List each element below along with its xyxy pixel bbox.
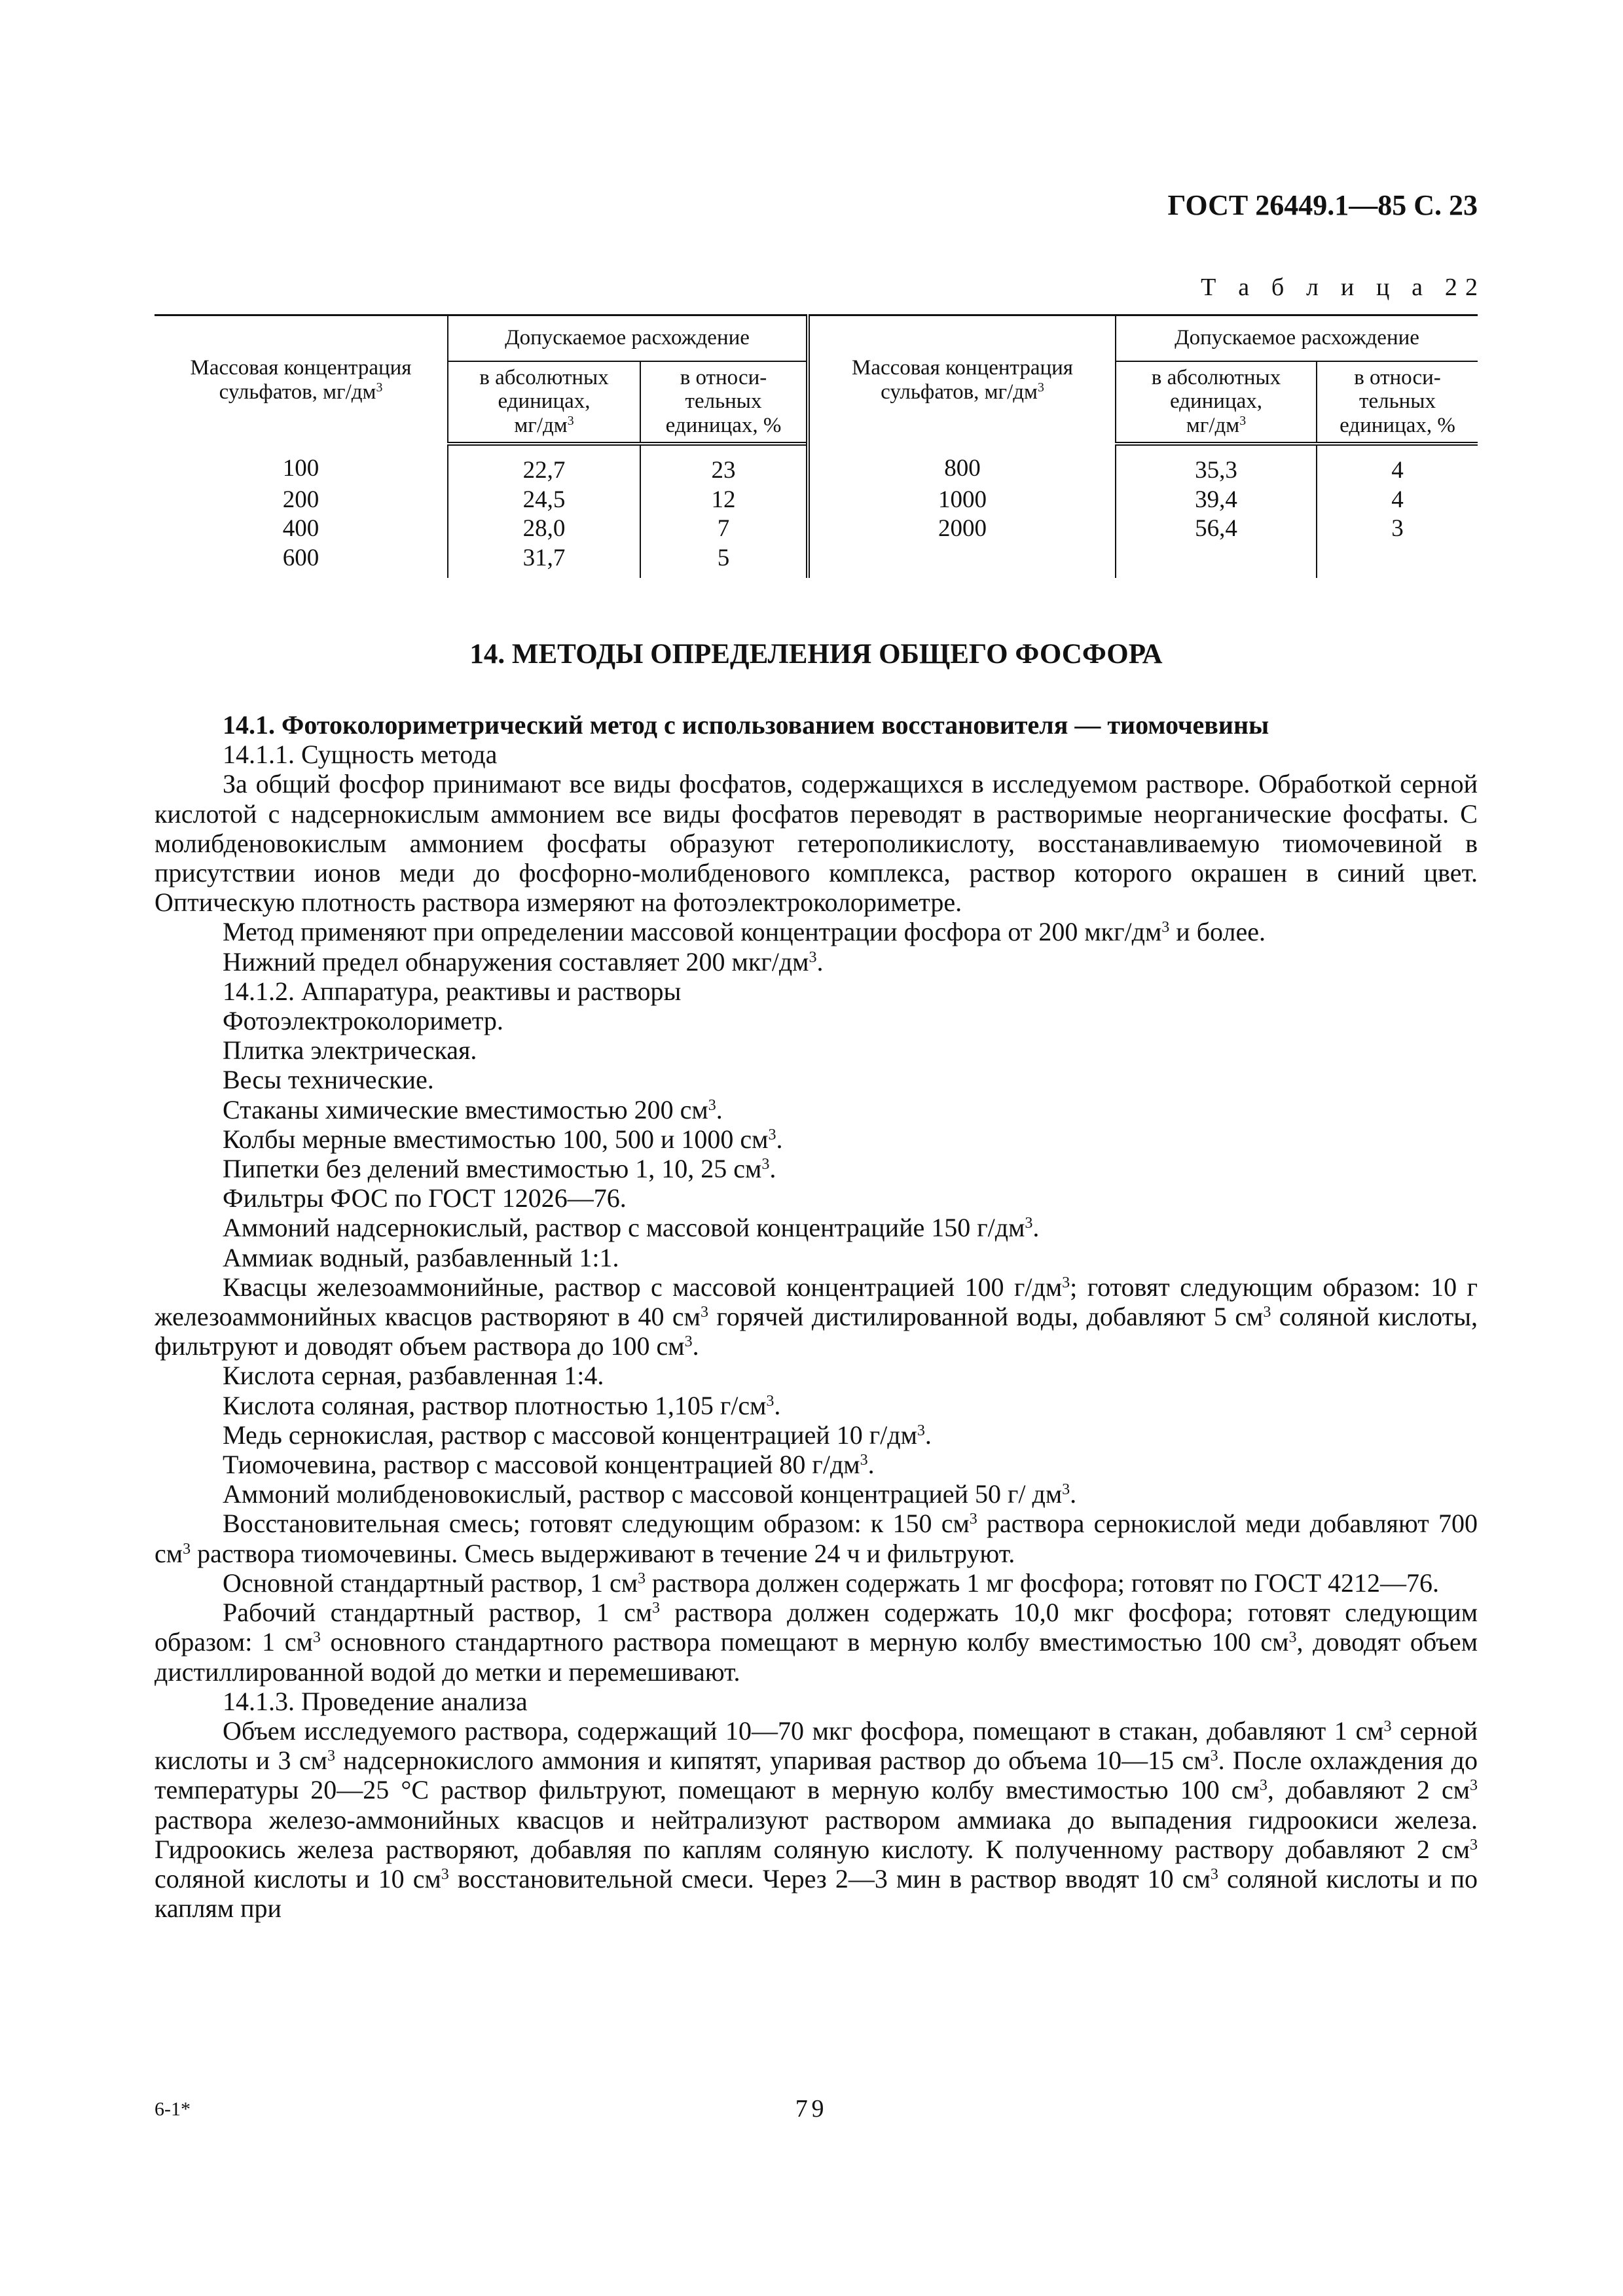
paragraph: За общий фосфор принимают все виды фосфатов, содержащихся в исследуемом растворе. Обработкой серной кислотой с надсернокислым аммонием все виды фосфатов переводят в растворимые неорганические фосфаты. С молибденовокислым аммонием фосфаты образуют гетерополикислоту, восстанавливаемую тиомочевиной в присутствии ионов меди до фосфорно-молибденового комплекса, раствор которого окрашен в синий цвет. Оптическую плотность раствора измеряют на фотоэлектроколориметре.: [155, 769, 1478, 918]
header-relative-right: в относи- тельных единицах, %: [1317, 361, 1478, 444]
body-text: [155, 710, 1478, 1923]
paragraph: Медь сернокислая, раствор с массовой концентрацией 10 $г/дм^3$.: [223, 1420, 932, 1450]
paragraph: Тиомочевина, раствор с массовой концентрацией 80 $г/дм^3$.: [223, 1450, 875, 1480]
paragraph: Метод применяют при определении массовой концентрации фосфора от 200 мкг/$дм^3$ и более.: [223, 917, 1266, 947]
paragraph: Пипетки без делений вместимостью 1, 10, 25 $см^3$.: [223, 1154, 776, 1184]
paragraph: Восстановительная смесь; готовят следующим образом: к 150 $см^3$ раствора сернокислой меди добавляют 700 $см^3$ раствора тиомочевины. Смесь выдерживают в течение 24 ч и фильтруют.: [155, 1509, 1478, 1568]
paragraph: Весы технические.: [223, 1065, 434, 1095]
page-header: ГОСТ 26449.1—85 С. 23: [1167, 189, 1478, 221]
header-absolute-left: в абсолютных единицах, $мг/дм^3$: [448, 361, 640, 444]
paragraph: Фотоэлектроколориметр.: [223, 1006, 503, 1036]
header-concentration-left: Массовая концентрация сульфатов, $мг/дм^3$: [155, 315, 448, 444]
paragraph: Аммиак водный, разбавленный 1:1.: [223, 1242, 619, 1272]
paragraph: 14.1.1. Сущность метода: [223, 740, 498, 770]
paragraph: Кислота соляная, раствор плотностью 1,105 $г/см^3$.: [223, 1390, 781, 1420]
table-row: 600 31,7 5: [155, 544, 1478, 578]
section-title: 14. МЕТОДЫ ОПРЕДЕЛЕНИЯ ОБЩЕГО ФОСФОРА: [469, 639, 1163, 670]
table-row: 200 24,5 12 1000 39,4 4: [155, 486, 1478, 514]
paragraph: Аммоний молибденовокислый, раствор с массовой концентрацией 50 г/ $дм^3$.: [223, 1479, 1077, 1509]
header-tolerance-left: Допускаемое расхождение: [448, 315, 808, 361]
footer-mark: 6-1*: [155, 2098, 191, 2120]
header-tolerance-right: Допускаемое расхождение: [1116, 315, 1478, 361]
header-concentration-right: Массовая концентрация сульфатов, $мг/дм^3$: [808, 315, 1116, 444]
paragraph: Колбы мерные вместимостью 100, 500 и 1000 $см^3$.: [223, 1124, 783, 1154]
paragraph: Кислота серная, разбавленная 1:4.: [223, 1361, 604, 1391]
header-absolute-right: в абсолютных единицах, $мг/дм^3$: [1116, 361, 1317, 444]
paragraph: Фильтры ФОС по ГОСТ 12026—76.: [223, 1183, 627, 1213]
tolerance-table: [155, 314, 1478, 578]
paragraph: Рабочий стандартный раствор, 1 $см^3$ раствора должен содержать 10,0 мкг фосфора; готовят следующим образом: 1 $см^3$ основного стандартного раствора помещают в мерную колбу вместимостью 100 $см^3$, доводят объем дистиллированной водой до метки и перемешивают.: [155, 1598, 1478, 1687]
paragraph: Основной стандартный раствор, 1 $см^3$ раствора должен содержать 1 мг фосфора; готовят по ГОСТ 4212—76.: [223, 1568, 1439, 1598]
paragraph: 14.1.2. Аппаратура, реактивы и растворы: [223, 976, 682, 1006]
table-row: 400 28,0 7 2000 56,4 3: [155, 514, 1478, 543]
paragraph: 14.1.3. Проведение анализа: [223, 1686, 528, 1716]
page-number: 79: [795, 2095, 828, 2123]
paragraph: Аммоний надсернокислый, раствор с массовой концентрацийе 150 $г/дм^3$.: [223, 1213, 1040, 1243]
paragraph: Стаканы химические вместимостью 200 $см^3$.: [223, 1094, 723, 1124]
header-relative-left: в относи- тельных единицах, %: [640, 361, 808, 444]
paragraph: Квасцы железоаммонийные, раствор с массовой концентрацией 100 $г/дм^3$; готовят следующим образом: 10 г железоаммонийных квасцов растворяют в 40 $см^3$ горячей дистилированной воды, добавляют 5 $см^3$ соляной кислоты, фильтруют и доводят объем раствора до 100 $см^3$.: [155, 1272, 1478, 1361]
paragraph: Объем исследуемого раствора, содержащий 10—70 мкг фосфора, помещают в стакан, добавляют 1 $см^3$ серной кислоты и 3 $см^3$ надсернокислого аммония и кипятят, упаривая раствор до объема 10—15 $см^3$. После охлаждения до температуры 20—25 °С раствор фильтруют, помещают в мерную колбу вместимостью 100 $см^3$, добавляют 2 $см^3$ раствора железо-аммонийных квасцов и нейтрализуют раствором аммиака до выпадения гидроокиси железа. Гидроокись железа растворяют, добавляя по каплям соляную кислоту. К полученному раствору добавляют 2 $см^3$ соляной кислоты и 10 $см^3$ восстановительной смеси. Через 2—3 мин в раствор вводят 10 $см^3$ соляной кислоты и по каплям при: [155, 1715, 1478, 1924]
table-row: 100 22,7 23 800 35,3 4: [155, 444, 1478, 485]
paragraph: 14.1. Фотоколориметрический метод с использованием восстановителя — тиомочевины: [223, 710, 1269, 740]
paragraph: Плитка электрическая.: [223, 1035, 477, 1066]
paragraph: Нижний предел обнаружения составляет 200 мкг/$дм^3$.: [223, 946, 824, 977]
table-label: Т а б л и ц а 22: [1201, 274, 1486, 301]
